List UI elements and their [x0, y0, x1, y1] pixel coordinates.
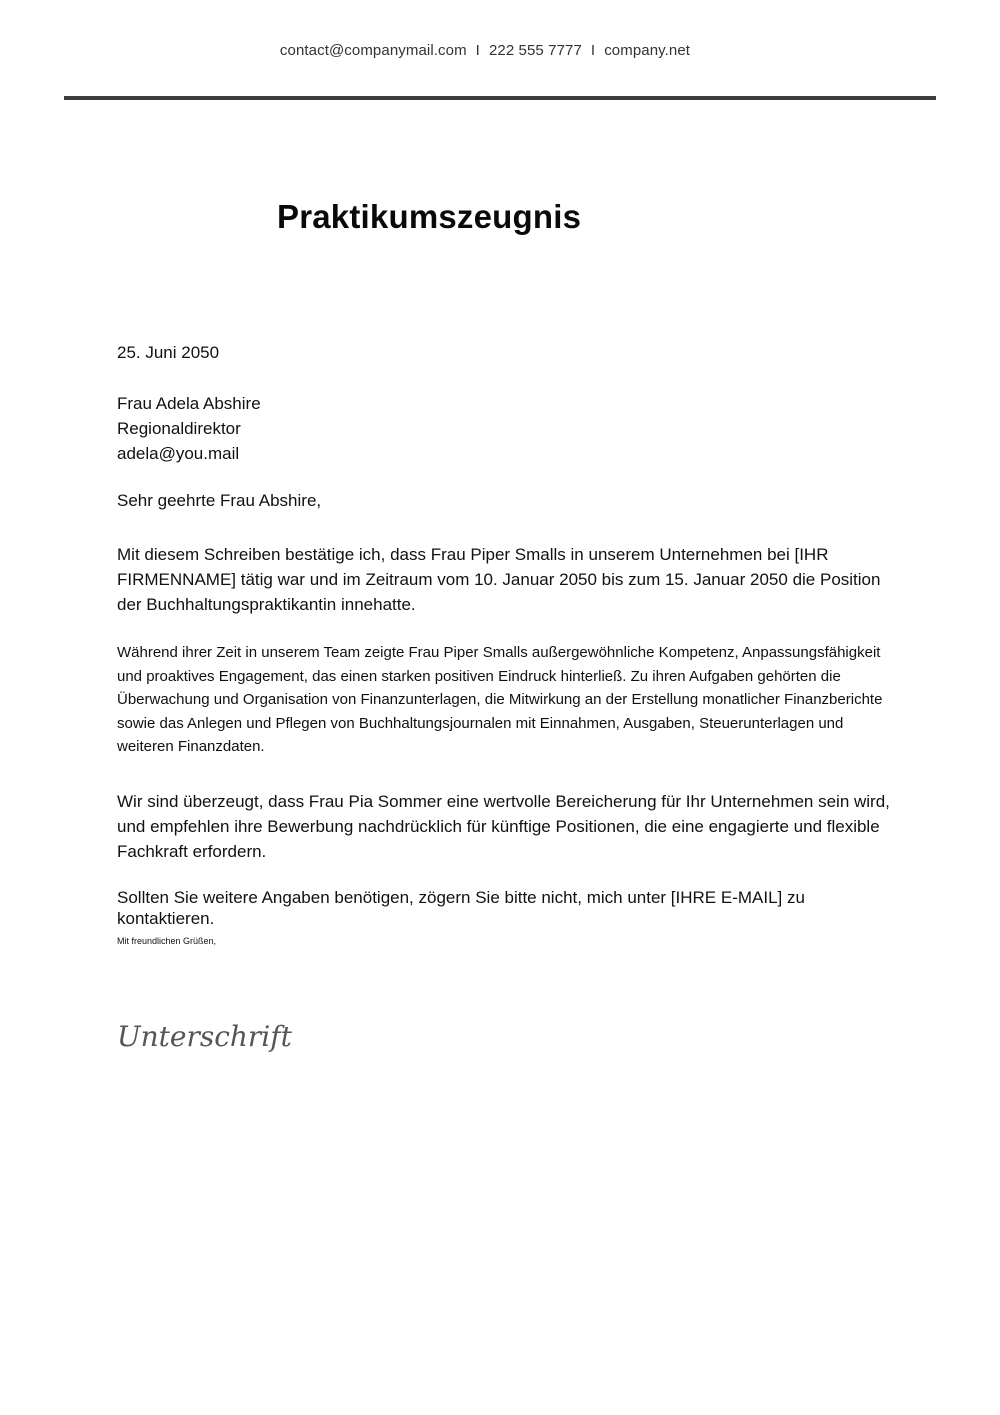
body-paragraph-duties: Während ihrer Zeit in unserem Team zeigte Frau Piper Smalls außergewöhnliche Kompetenz, Anpassungsfähigkeit und proaktives Engagement, das einen starken positiven Eindruck hinterließ. Zu ihren Aufgaben gehörten die Überwachung und Organisation von Finanzunterlagen, die Mitwirkung an der Erstellung monatlicher Finanzberichte sowie das Anlegen und Pflegen von Buchhaltungsjournalen mit Einnahmen, Ausgaben, Steuerunterlagen und weiteren Finanzdaten.: [117, 644, 883, 755]
salutation: Sehr geehrte Frau Abshire,: [117, 491, 322, 510]
header-website[interactable]: company.net: [604, 42, 691, 59]
body-paragraph-contact: Sollten Sie weitere Angaben benötigen, zögern Sie bitte nicht, mich unter [IHRE E-MAIL] zu kontaktieren.: [117, 888, 805, 928]
header-email[interactable]: contact@companymail.com: [279, 42, 467, 59]
recipient-position: Regionaldirektor: [117, 419, 241, 438]
body-paragraph-recommendation: Wir sind überzeugt, dass Frau Pia Sommer eine wertvolle Bereicherung für Ihr Unternehmen sein wird, und empfehlen ihre Bewerbung nachdrücklich für künftige Positionen, die eine engagierte und flexible Fachkraft erfordern.: [117, 792, 890, 861]
header-contact-line: [0, 42, 970, 59]
body-paragraph-confirmation: Mit diesem Schreiben bestätige ich, dass Frau Piper Smalls in unserem Unternehmen bei [IHR FIRMENNAME] tätig war und im Zeitraum vom 10. Januar 2050 bis zum 15. Januar 2050 die Position der Buchhaltungspraktikantin innehatte.: [117, 545, 881, 614]
recipient-name: Frau Adela Abshire: [117, 394, 261, 413]
header-phone[interactable]: 222 555 7777: [488, 42, 582, 59]
letter-date: 25. Juni 2050: [117, 343, 220, 362]
header-separator: I: [475, 42, 480, 59]
signature: Unterschrift: [117, 1020, 292, 1053]
recipient-block: [117, 391, 261, 466]
recipient-email[interactable]: adela@you.mail: [117, 444, 240, 463]
header-separator: I: [590, 42, 596, 59]
document-title: Praktikumszeugnis: [277, 198, 582, 235]
closing-phrase: Mit freundlichen Grüßen,: [117, 936, 217, 946]
header-divider: [64, 96, 936, 100]
